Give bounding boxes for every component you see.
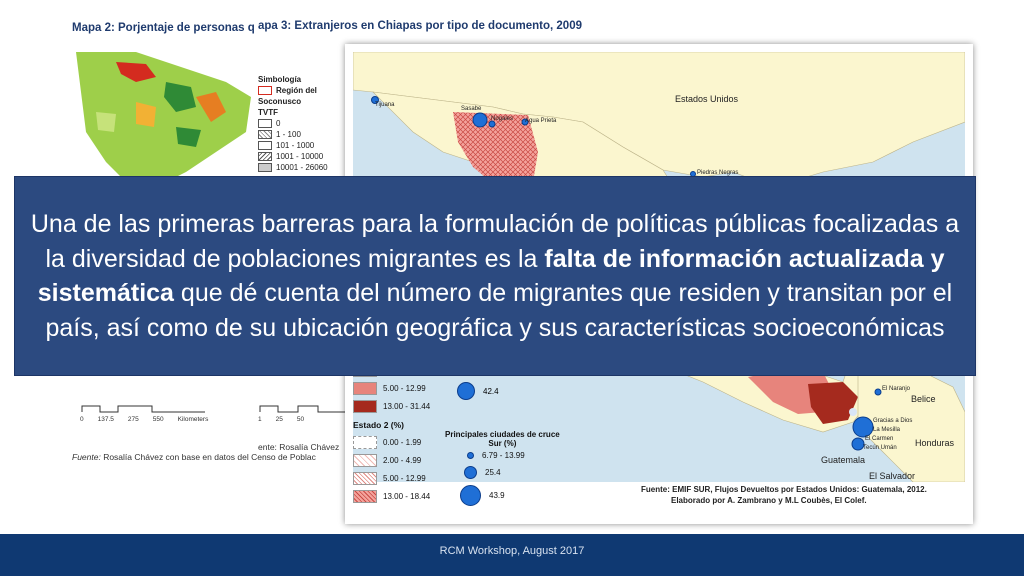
legend-estado1-item: 5.00 - 12.99 [383, 384, 426, 393]
banner-text [15, 207, 975, 345]
footer-text: RCM Workshop, August 2017 [439, 545, 585, 557]
scale-tick: 25 [275, 416, 283, 423]
place-el-carmen: El Carmen [865, 436, 894, 442]
cities-legend-item: 6.79 - 13.99 [482, 450, 525, 460]
city-dot-small [467, 452, 474, 459]
legend-estado2-title: Estado 2 (%) [353, 420, 405, 430]
scale-tick: 50 [296, 416, 305, 423]
cities-legend-item: 43.9 [489, 490, 505, 500]
place-la-mesilla: La Mesilla [873, 427, 901, 433]
map-3-title: apa 3: Extranjeros en Chiapas por tipo de documento, 2009 [258, 20, 582, 32]
legend-estado2-item: 0.00 - 1.99 [383, 438, 422, 447]
city-dot-medium [464, 466, 477, 479]
text-banner [14, 176, 976, 376]
map-2-legend-item: 101 - 1000 [276, 141, 315, 150]
map-2-scale-bar [80, 404, 210, 423]
map-2-legend-item: 10001 - 26060 [276, 163, 328, 172]
place-sasabe: Sasabe [461, 106, 482, 112]
map-3-source-line-1: Fuente: EMIF SUR, Flujos Devueltos por Estados Unidos: Guatemala, 2012. [641, 485, 927, 494]
scale-tick: 137.5 [97, 416, 114, 423]
map-2-scale-bar-2 [258, 404, 348, 423]
map-2-source-2: ente: Rosalía Chávez [258, 442, 340, 452]
scale-tick: 550 [152, 416, 164, 423]
map-3-legend [353, 362, 430, 506]
source-label: Fuente: [72, 452, 101, 462]
country-belize: Belice [911, 394, 936, 404]
map-2-legend-item: 0 [276, 119, 281, 128]
map-2-source [72, 452, 316, 462]
map-3-source-line-2: Elaborado por A. Zambrano y M.L Coubès, El Colef. [671, 496, 867, 505]
country-guatemala: Guatemala [821, 455, 866, 465]
map-3-source [641, 484, 927, 506]
map-2-legend-item: 1 - 100 [276, 130, 301, 139]
legend-estado2-item: 13.00 - 18.44 [383, 492, 431, 501]
region-swatch [258, 86, 272, 95]
map-2-legend-title: Simbología [258, 75, 302, 84]
north-city-dot [457, 382, 475, 400]
place-tecun-uman: Tecún Umán [863, 445, 897, 451]
map-2-legend-region: Región del Soconusco [258, 86, 317, 106]
scale-unit: Kilometers [177, 416, 209, 423]
scale-tick: 275 [127, 416, 139, 423]
cities-legend-title-2: Sur (%) [488, 439, 517, 448]
cities-legend-title-1: Principales ciudades de cruce [445, 430, 560, 439]
legend-estado1-item: 13.00 - 31.44 [383, 402, 431, 411]
scale-tick: 0 [80, 416, 84, 423]
legend-estado2-item: 2.00 - 4.99 [383, 456, 422, 465]
north-city-value: 42.4 [483, 386, 499, 396]
map-2-territory [76, 52, 256, 192]
north-city-legend [457, 382, 499, 400]
scale-tick: 1 [258, 416, 262, 423]
footer-bar [0, 534, 1024, 576]
map-2-title: Mapa 2: Porjentaje de personas q [72, 22, 255, 34]
country-el-salvador: El Salvador [869, 471, 916, 481]
map-2-legend-subtitle: TVTF [258, 108, 278, 117]
banner-text-part-2: que dé cuenta del número de migrantes que residen y transitan por el país, así como de su ubicación geográfica y sus características socioeconómicas [45, 279, 953, 342]
place-agua-prieta: Agua Prieta [525, 118, 557, 124]
country-usa: Estados Unidos [675, 94, 739, 104]
country-honduras: Honduras [915, 438, 955, 448]
place-nogales: Nogales [491, 116, 514, 122]
banner-text-part-1: Una de las primeras barreras para la formulación de políticas públicas focalizadas a la diversidad de poblaciones migrantes es la [30, 210, 960, 273]
place-gracias-a-dios: Gracias a Dios [873, 418, 913, 424]
city-dot-large [460, 485, 481, 506]
legend-estado2-item: 5.00 - 12.99 [383, 474, 426, 483]
banner-text-bold: falta de información actualizada y sistemática [37, 244, 945, 307]
source-text: Rosalía Chávez con base en datos del Censo de Poblac [100, 452, 316, 462]
place-el-naranjo: El Naranjo [882, 386, 911, 392]
cities-legend-item: 25.4 [485, 467, 501, 477]
cities-legend [445, 430, 560, 508]
place-tijuana: Tijuana [375, 102, 395, 108]
place-piedras-negras: Piedras Negras [697, 170, 739, 176]
map-2-legend-item: 1001 - 10000 [276, 152, 324, 161]
